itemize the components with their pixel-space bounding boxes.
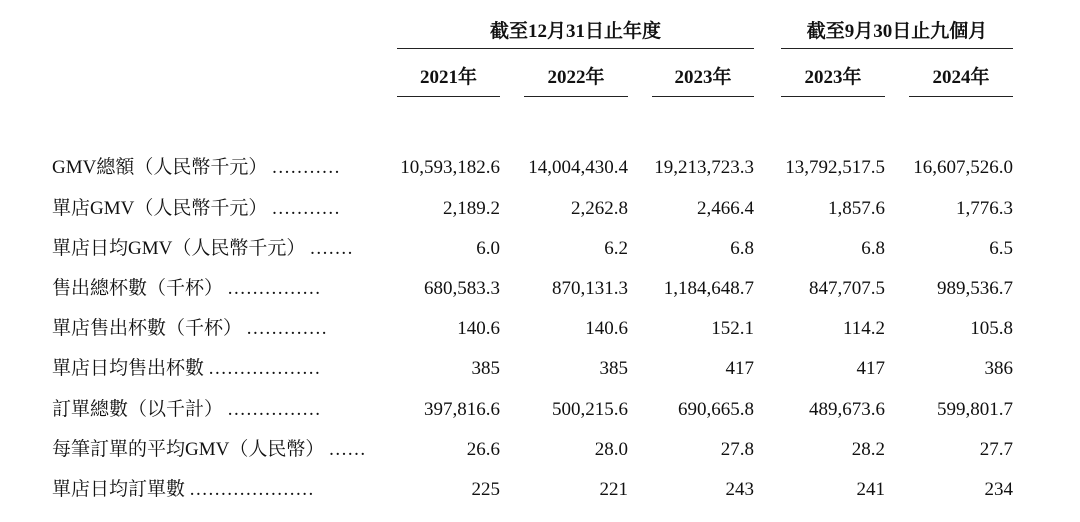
cell-2021: 225 xyxy=(471,479,500,500)
cell-2024-9m: 16,607,526.0 xyxy=(913,157,1013,178)
row-label-text: 單店GMV（人民幣千元） xyxy=(52,198,268,219)
year-header-2023-9m-text: 2023年 xyxy=(804,67,862,88)
cell-2024-9m: 599,801.7 xyxy=(937,399,1013,420)
cell-2023-fy: 6.8 xyxy=(730,238,754,259)
cell-2022: 2,262.8 xyxy=(571,198,628,219)
cell-2021: 26.6 xyxy=(466,439,500,460)
row-dot-leader: ....... xyxy=(310,238,354,259)
year-header-2023-fy-text: 2023年 xyxy=(674,67,732,88)
table-row xyxy=(0,193,1080,225)
row-label xyxy=(52,193,370,225)
cell-2021: 10,593,182.6 xyxy=(400,157,500,178)
table-row xyxy=(0,152,1080,184)
cell-2023-9m: 28.2 xyxy=(851,439,885,460)
row-dot-leader: ........... xyxy=(272,198,341,219)
row-dot-leader: ............... xyxy=(227,278,322,299)
cell-2023-9m: 241 xyxy=(856,479,885,500)
row-label xyxy=(52,353,370,385)
row-label-text: 單店日均GMV（人民幣千元） xyxy=(52,238,306,259)
cell-2023-9m: 1,857.6 xyxy=(828,198,885,219)
group-header-nine-months xyxy=(781,20,1013,49)
row-label xyxy=(52,394,370,426)
row-label xyxy=(52,233,370,265)
cell-2024-9m: 386 xyxy=(984,358,1013,379)
row-dot-leader: .................. xyxy=(208,358,322,379)
cell-2023-fy: 2,466.4 xyxy=(697,198,754,219)
cell-2022: 14,004,430.4 xyxy=(528,157,628,178)
row-dot-leader: ............. xyxy=(246,318,329,339)
cell-2022: 870,131.3 xyxy=(552,278,628,299)
row-dot-leader: ........... xyxy=(272,157,341,178)
table-row xyxy=(0,434,1080,466)
row-label xyxy=(52,474,370,506)
cell-2024-9m: 105.8 xyxy=(970,318,1013,339)
cell-2023-9m: 13,792,517.5 xyxy=(785,157,885,178)
year-header-2024-9m xyxy=(909,66,1013,97)
cell-2023-9m: 489,673.6 xyxy=(809,399,885,420)
cell-2023-9m: 114.2 xyxy=(842,318,885,339)
cell-2024-9m: 989,536.7 xyxy=(937,278,1013,299)
year-header-2021 xyxy=(397,66,500,97)
group-header-full-year xyxy=(397,20,754,49)
cell-2024-9m: 234 xyxy=(984,479,1013,500)
table-row xyxy=(0,233,1080,265)
row-dot-leader: ............... xyxy=(227,399,322,420)
year-header-2022-text: 2022年 xyxy=(547,67,605,88)
cell-2022: 221 xyxy=(599,479,628,500)
cell-2022: 385 xyxy=(599,358,628,379)
year-header-2023-fy xyxy=(652,66,754,97)
cell-2024-9m: 27.7 xyxy=(979,439,1013,460)
row-label-text: 單店日均訂單數 xyxy=(52,479,186,500)
cell-2023-fy: 690,665.8 xyxy=(678,399,754,420)
year-header-2024-9m-text: 2024年 xyxy=(932,67,990,88)
table-row xyxy=(0,474,1080,506)
cell-2021: 397,816.6 xyxy=(424,399,500,420)
group-header-full-year-text: 截至12月31日止年度 xyxy=(489,21,661,42)
cell-2023-fy: 27.8 xyxy=(720,439,754,460)
cell-2023-fy: 417 xyxy=(725,358,754,379)
group-header-nine-months-text: 截至9月30日止九個月 xyxy=(806,21,988,42)
row-dot-leader: ...... xyxy=(329,439,367,460)
cell-2021: 2,189.2 xyxy=(443,198,500,219)
cell-2023-9m: 417 xyxy=(856,358,885,379)
cell-2021: 140.6 xyxy=(457,318,500,339)
cell-2023-9m: 6.8 xyxy=(861,238,885,259)
row-label-text: 每筆訂單的平均GMV（人民幣） xyxy=(52,439,325,460)
row-label-text: 訂單總數（以千計） xyxy=(52,399,224,420)
cell-2022: 28.0 xyxy=(594,439,628,460)
cell-2022: 500,215.6 xyxy=(552,399,628,420)
row-label xyxy=(52,152,370,184)
cell-2024-9m: 6.5 xyxy=(989,238,1013,259)
cell-2023-9m: 847,707.5 xyxy=(809,278,885,299)
cell-2021: 680,583.3 xyxy=(424,278,500,299)
table-row xyxy=(0,394,1080,426)
row-label-text: GMV總額（人民幣千元） xyxy=(52,157,268,178)
year-header-2021-text: 2021年 xyxy=(419,67,477,88)
cell-2023-fy: 1,184,648.7 xyxy=(663,278,754,299)
cell-2023-fy: 152.1 xyxy=(711,318,754,339)
row-label xyxy=(52,313,370,345)
table-row xyxy=(0,313,1080,345)
row-label-text: 單店售出杯數（千杯） xyxy=(52,318,243,339)
table-row xyxy=(0,273,1080,305)
row-label xyxy=(52,434,370,466)
cell-2023-fy: 19,213,723.3 xyxy=(654,157,754,178)
cell-2023-fy: 243 xyxy=(725,479,754,500)
row-label-text: 售出總杯數（千杯） xyxy=(52,278,224,299)
cell-2021: 385 xyxy=(471,358,500,379)
cell-2021: 6.0 xyxy=(476,238,500,259)
cell-2024-9m: 1,776.3 xyxy=(956,198,1013,219)
year-header-2023-9m xyxy=(781,66,885,97)
row-dot-leader: .................... xyxy=(189,479,315,500)
table-row xyxy=(0,353,1080,385)
cell-2022: 6.2 xyxy=(604,238,628,259)
row-label xyxy=(52,273,370,305)
cell-2022: 140.6 xyxy=(585,318,628,339)
year-header-2022 xyxy=(524,66,628,97)
row-label-text: 單店日均售出杯數 xyxy=(52,358,205,379)
